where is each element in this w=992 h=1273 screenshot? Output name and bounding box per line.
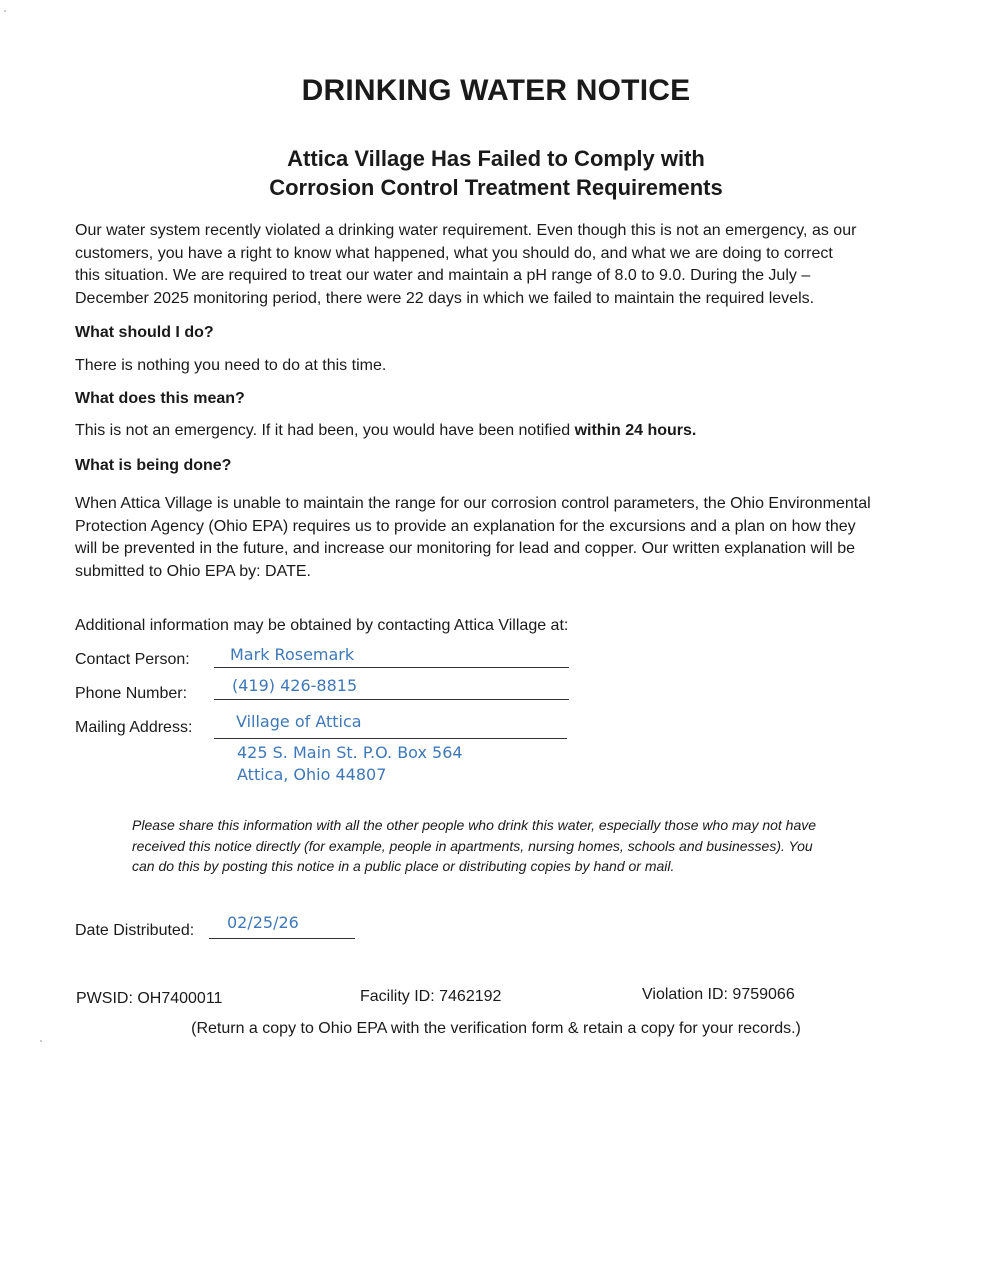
mailing-address-label: Mailing Address:: [75, 719, 193, 736]
date-distributed-label: Date Distributed:: [75, 922, 195, 939]
mailing-address-line-1: Village of Attica: [236, 712, 362, 731]
violation-id: Violation ID: 9759066: [642, 986, 795, 1003]
mailing-address-line-3: Attica, Ohio 44807: [237, 765, 387, 784]
contact-person-underline: [214, 667, 569, 668]
intro-line: December 2025 monitoring period, there were 22 days in which we failed to maintain the required levels.: [75, 289, 815, 307]
phone-number-value: (419) 426-8815: [232, 676, 358, 695]
intro-paragraph: [75, 220, 925, 310]
notice-title: DRINKING WATER NOTICE: [301, 74, 691, 107]
being-done-line: When Attica Village is unable to maintain the range for our corrosion control parameters, the Ohio Environmental: [75, 495, 871, 512]
what-to-do-heading: What should I do?: [75, 324, 214, 341]
scan-speck: [4, 10, 6, 12]
being-done-line: will be prevented in the future, and increase our monitoring for lead and copper. Our written explanation will be: [75, 540, 856, 557]
share-line: received this notice directly (for example, people in apartments, nursing homes, schools and businesses). You: [132, 837, 813, 854]
meaning-heading: What does this mean?: [75, 390, 245, 407]
being-done-paragraph: [75, 493, 925, 583]
being-done-heading: What is being done?: [75, 457, 232, 474]
share-line: Please share this information with all the other people who drink this water, especially those who may not have: [132, 817, 817, 833]
mailing-address-underline: [214, 738, 567, 739]
return-copy-note: (Return a copy to Ohio EPA with the verification form & retain a copy for your records.): [191, 1020, 801, 1037]
phone-number-underline: [214, 699, 569, 700]
contact-person-value: Mark Rosemark: [230, 645, 355, 664]
facility-id: Facility ID: 7462192: [360, 988, 502, 1005]
contact-intro: Additional information may be obtained by contacting Attica Village at:: [75, 617, 569, 634]
intro-line: customers, you have a right to know what happened, what you should do, and what we are doing to correct: [75, 244, 833, 262]
intro-line: this situation. We are required to treat our water and maintain a pH range of 8.0 to 9.0. During the July –: [75, 267, 811, 284]
being-done-line: Protection Agency (Ohio EPA) requires us to provide an explanation for the excursions and a plan on how they: [75, 517, 856, 535]
scan-speck: [40, 1040, 42, 1042]
date-distributed-value: 02/25/26: [227, 913, 299, 932]
intro-line: Our water system recently violated a drinking water requirement. Even though this is not an emergency, as our: [75, 222, 857, 239]
date-distributed-underline: [209, 938, 355, 939]
meaning-text-plain: This is not an emergency. If it had been, you would have been notified: [75, 422, 575, 439]
contact-person-label: Contact Person:: [75, 651, 190, 668]
notice-subtitle: [0, 144, 992, 202]
meaning-text: [75, 422, 696, 440]
pwsid: PWSID: OH7400011: [76, 990, 223, 1007]
share-instructions: [132, 815, 912, 877]
mailing-address-line-2: 425 S. Main St. P.O. Box 564: [237, 743, 463, 762]
being-done-line: submitted to Ohio EPA by: DATE.: [75, 562, 311, 580]
phone-number-label: Phone Number:: [75, 685, 188, 702]
what-to-do-text: There is nothing you need to do at this time.: [75, 357, 387, 374]
meaning-text-bold: within 24 hours.: [574, 422, 697, 439]
share-line: can do this by posting this notice in a public place or distributing copies by hand or mail.: [132, 858, 675, 874]
subtitle-line-2: Corrosion Control Treatment Requirements: [269, 175, 723, 200]
subtitle-line-1: Attica Village Has Failed to Comply with: [287, 146, 705, 171]
